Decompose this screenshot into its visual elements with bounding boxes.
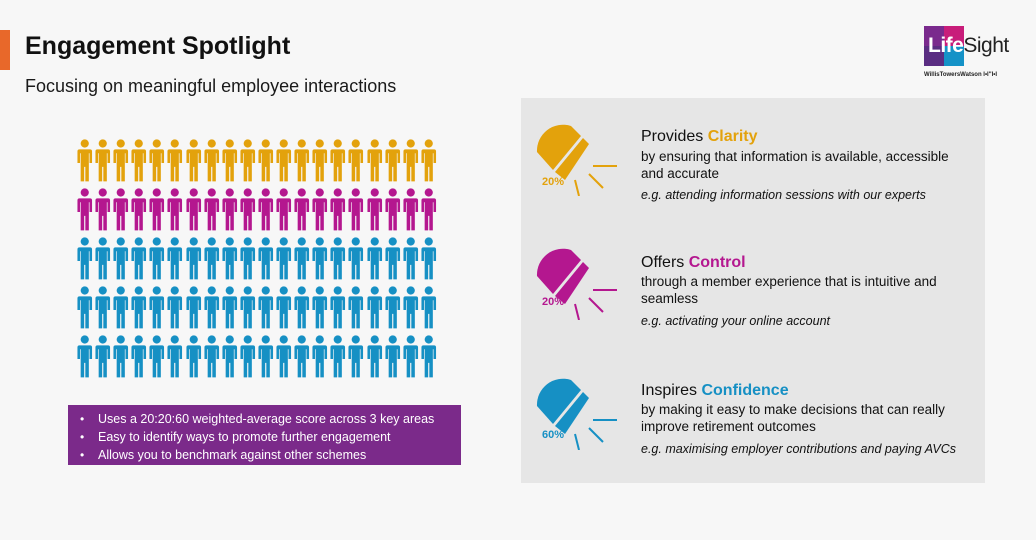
person-icon [130, 285, 148, 331]
page-title: Engagement Spotlight [25, 32, 291, 60]
person-icon [239, 285, 257, 331]
title-accent-bar [0, 30, 10, 70]
person-icon [420, 334, 438, 380]
person-icon [384, 236, 402, 282]
feature-description: by ensuring that information is available, accessible and accurate [641, 149, 949, 181]
person-icon [221, 138, 239, 184]
person-icon [366, 285, 384, 331]
person-icon [347, 138, 365, 184]
person-icon [275, 285, 293, 331]
person-icon [166, 187, 184, 233]
person-icon [148, 187, 166, 233]
people-row [76, 236, 438, 285]
person-icon [402, 285, 420, 331]
feature-description: by making it easy to make decisions that can really improve retirement outcomes [641, 402, 945, 434]
person-icon [402, 187, 420, 233]
person-icon [420, 285, 438, 331]
person-icon [329, 236, 347, 282]
person-icon [347, 334, 365, 380]
feature-heading: Provides Clarity [641, 128, 758, 145]
person-icon [239, 236, 257, 282]
person-icon [130, 187, 148, 233]
people-row [76, 187, 438, 236]
person-icon [185, 334, 203, 380]
summary-bullet: • Allows you to benchmark against other schemes [80, 446, 453, 464]
person-icon [329, 285, 347, 331]
features-panel [521, 98, 985, 483]
person-icon [239, 187, 257, 233]
person-icon [94, 285, 112, 331]
person-icon [257, 285, 275, 331]
feature-heading: Inspires Confidence [641, 382, 789, 399]
person-icon [221, 285, 239, 331]
feature-example: e.g. maximising employer contributions and paying AVCs [641, 442, 956, 456]
person-icon [130, 334, 148, 380]
person-icon [76, 334, 94, 380]
person-icon [185, 236, 203, 282]
person-icon [384, 187, 402, 233]
people-row [76, 138, 438, 187]
person-icon [166, 334, 184, 380]
person-icon [293, 334, 311, 380]
person-icon [384, 138, 402, 184]
person-icon [94, 187, 112, 233]
person-icon [293, 138, 311, 184]
person-icon [329, 138, 347, 184]
person-icon [112, 187, 130, 233]
person-icon [275, 187, 293, 233]
person-icon [311, 236, 329, 282]
person-icon [311, 187, 329, 233]
people-row [76, 334, 438, 383]
person-icon [148, 138, 166, 184]
person-icon [203, 187, 221, 233]
person-icon [420, 138, 438, 184]
person-icon [293, 285, 311, 331]
person-icon [76, 285, 94, 331]
summary-bullet: • Easy to identify ways to promote further engagement [80, 428, 453, 446]
person-icon [311, 138, 329, 184]
person-icon [329, 334, 347, 380]
person-icon [420, 236, 438, 282]
person-icon [185, 138, 203, 184]
person-icon [420, 187, 438, 233]
person-icon [347, 187, 365, 233]
person-icon [239, 334, 257, 380]
person-icon [203, 236, 221, 282]
person-icon [221, 334, 239, 380]
person-icon [76, 138, 94, 184]
logo-subtext: WillisTowersWatson I•I"I•I [924, 72, 997, 78]
feature-percent: 20% [542, 296, 565, 308]
lifesight-logo [924, 26, 1020, 82]
person-icon [293, 236, 311, 282]
person-icon [148, 236, 166, 282]
feature-percent: 60% [542, 429, 565, 441]
summary-bullet: • Uses a 20:20:60 weighted-average score across 3 key areas [80, 410, 453, 428]
person-icon [402, 334, 420, 380]
person-icon [311, 334, 329, 380]
person-icon [76, 236, 94, 282]
person-icon [275, 236, 293, 282]
person-icon [166, 138, 184, 184]
person-icon [166, 285, 184, 331]
feature-confidence [521, 370, 985, 470]
person-icon [257, 187, 275, 233]
person-icon [112, 285, 130, 331]
person-icon [221, 187, 239, 233]
person-icon [347, 285, 365, 331]
person-icon [221, 236, 239, 282]
logo-wordmark: LifeSight [928, 34, 1009, 57]
person-icon [347, 236, 365, 282]
person-icon [311, 285, 329, 331]
feature-example: e.g. activating your online account [641, 314, 831, 328]
feature-keyword: Control [688, 254, 746, 271]
person-icon [366, 334, 384, 380]
person-icon [203, 285, 221, 331]
feature-clarity [521, 116, 985, 216]
feature-percent: 20% [542, 176, 565, 188]
person-icon [130, 236, 148, 282]
feature-heading: Offers Control [641, 254, 746, 271]
person-icon [76, 187, 94, 233]
person-icon [384, 285, 402, 331]
person-icon [185, 187, 203, 233]
page-subtitle: Focusing on meaningful employee interactions [25, 76, 397, 96]
person-icon [275, 138, 293, 184]
person-icon [257, 138, 275, 184]
person-icon [366, 138, 384, 184]
person-icon [257, 236, 275, 282]
feature-control [521, 240, 985, 340]
person-icon [94, 236, 112, 282]
person-icon [402, 236, 420, 282]
person-icon [148, 285, 166, 331]
person-icon [203, 138, 221, 184]
person-icon [203, 334, 221, 380]
feature-keyword: Clarity [707, 128, 758, 145]
person-icon [384, 334, 402, 380]
spotlight-icon [531, 240, 621, 320]
person-icon [130, 138, 148, 184]
feature-keyword: Confidence [701, 382, 789, 399]
person-icon [402, 138, 420, 184]
summary-bullet-box [68, 405, 461, 465]
person-icon [94, 334, 112, 380]
person-icon [257, 334, 275, 380]
people-row [76, 285, 438, 334]
person-icon [275, 334, 293, 380]
person-icon [112, 236, 130, 282]
feature-example: e.g. attending information sessions with our experts [641, 188, 926, 202]
person-icon [366, 187, 384, 233]
person-icon [94, 138, 112, 184]
feature-description: through a member experience that is intuitive and seamless [641, 274, 937, 306]
person-icon [148, 334, 166, 380]
person-icon [166, 236, 184, 282]
person-icon [329, 187, 347, 233]
person-icon [239, 138, 257, 184]
person-icon [185, 285, 203, 331]
people-grid [76, 138, 438, 383]
person-icon [112, 334, 130, 380]
person-icon [112, 138, 130, 184]
person-icon [366, 236, 384, 282]
person-icon [293, 187, 311, 233]
